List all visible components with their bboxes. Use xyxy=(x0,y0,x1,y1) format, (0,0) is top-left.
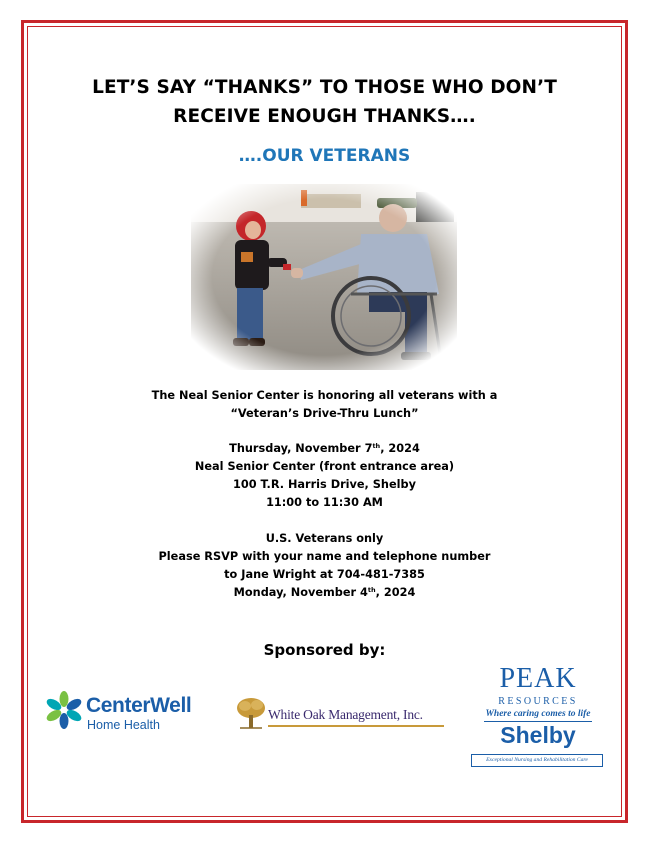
oak-tree-icon xyxy=(236,697,266,729)
event-details xyxy=(60,440,589,512)
rsvp-contact: to Jane Wright at 704-481-7385 xyxy=(224,568,425,581)
centerwell-logo xyxy=(44,688,224,736)
peak-resources-label: RESOURCES xyxy=(498,696,578,707)
centerwell-name: CenterWell xyxy=(86,694,192,717)
peak-location: Shelby xyxy=(500,722,576,748)
event-time: 11:00 to 11:30 AM xyxy=(266,496,383,509)
event-intro xyxy=(60,387,589,423)
rsvp-instruction: Please RSVP with your name and telephone number xyxy=(158,550,491,563)
intro-line-1: The Neal Senior Center is honoring all veterans with a xyxy=(151,389,498,402)
headline-line-2: RECEIVE ENOUGH THANKS…. xyxy=(173,106,476,127)
event-location: Neal Senior Center (front entrance area) xyxy=(194,460,455,473)
rsvp-details xyxy=(60,530,589,602)
rsvp-eligibility: U.S. Veterans only xyxy=(265,532,384,545)
white-oak-logo xyxy=(236,695,451,731)
peak-resources-logo xyxy=(470,664,606,770)
headline-line-1: LET’S SAY “THANKS” TO THOSE WHO DON’T xyxy=(92,77,557,98)
centerwell-flower-icon xyxy=(44,690,84,730)
peak-tagline: Where caring comes to life xyxy=(485,709,591,719)
centerwell-subtitle: Home Health xyxy=(87,718,160,732)
sponsored-heading: Sponsored by: xyxy=(263,641,386,659)
white-oak-underline xyxy=(268,725,444,727)
white-oak-name: White Oak Management, Inc. xyxy=(268,707,423,722)
subheadline: ….OUR VETERANS xyxy=(238,146,411,166)
event-date: Thursday, November 7th, 2024 xyxy=(229,442,420,455)
peak-title: PEAK xyxy=(499,663,577,694)
event-address: 100 T.R. Harris Drive, Shelby xyxy=(233,478,416,491)
veteran-handshake-photo xyxy=(191,184,457,370)
peak-service-box: Exceptional Nursing and Rehabilitation Care xyxy=(471,754,603,767)
intro-line-2: “Veteran’s Drive-Thru Lunch” xyxy=(230,407,419,420)
rsvp-deadline: Monday, November 4th, 2024 xyxy=(233,586,416,599)
